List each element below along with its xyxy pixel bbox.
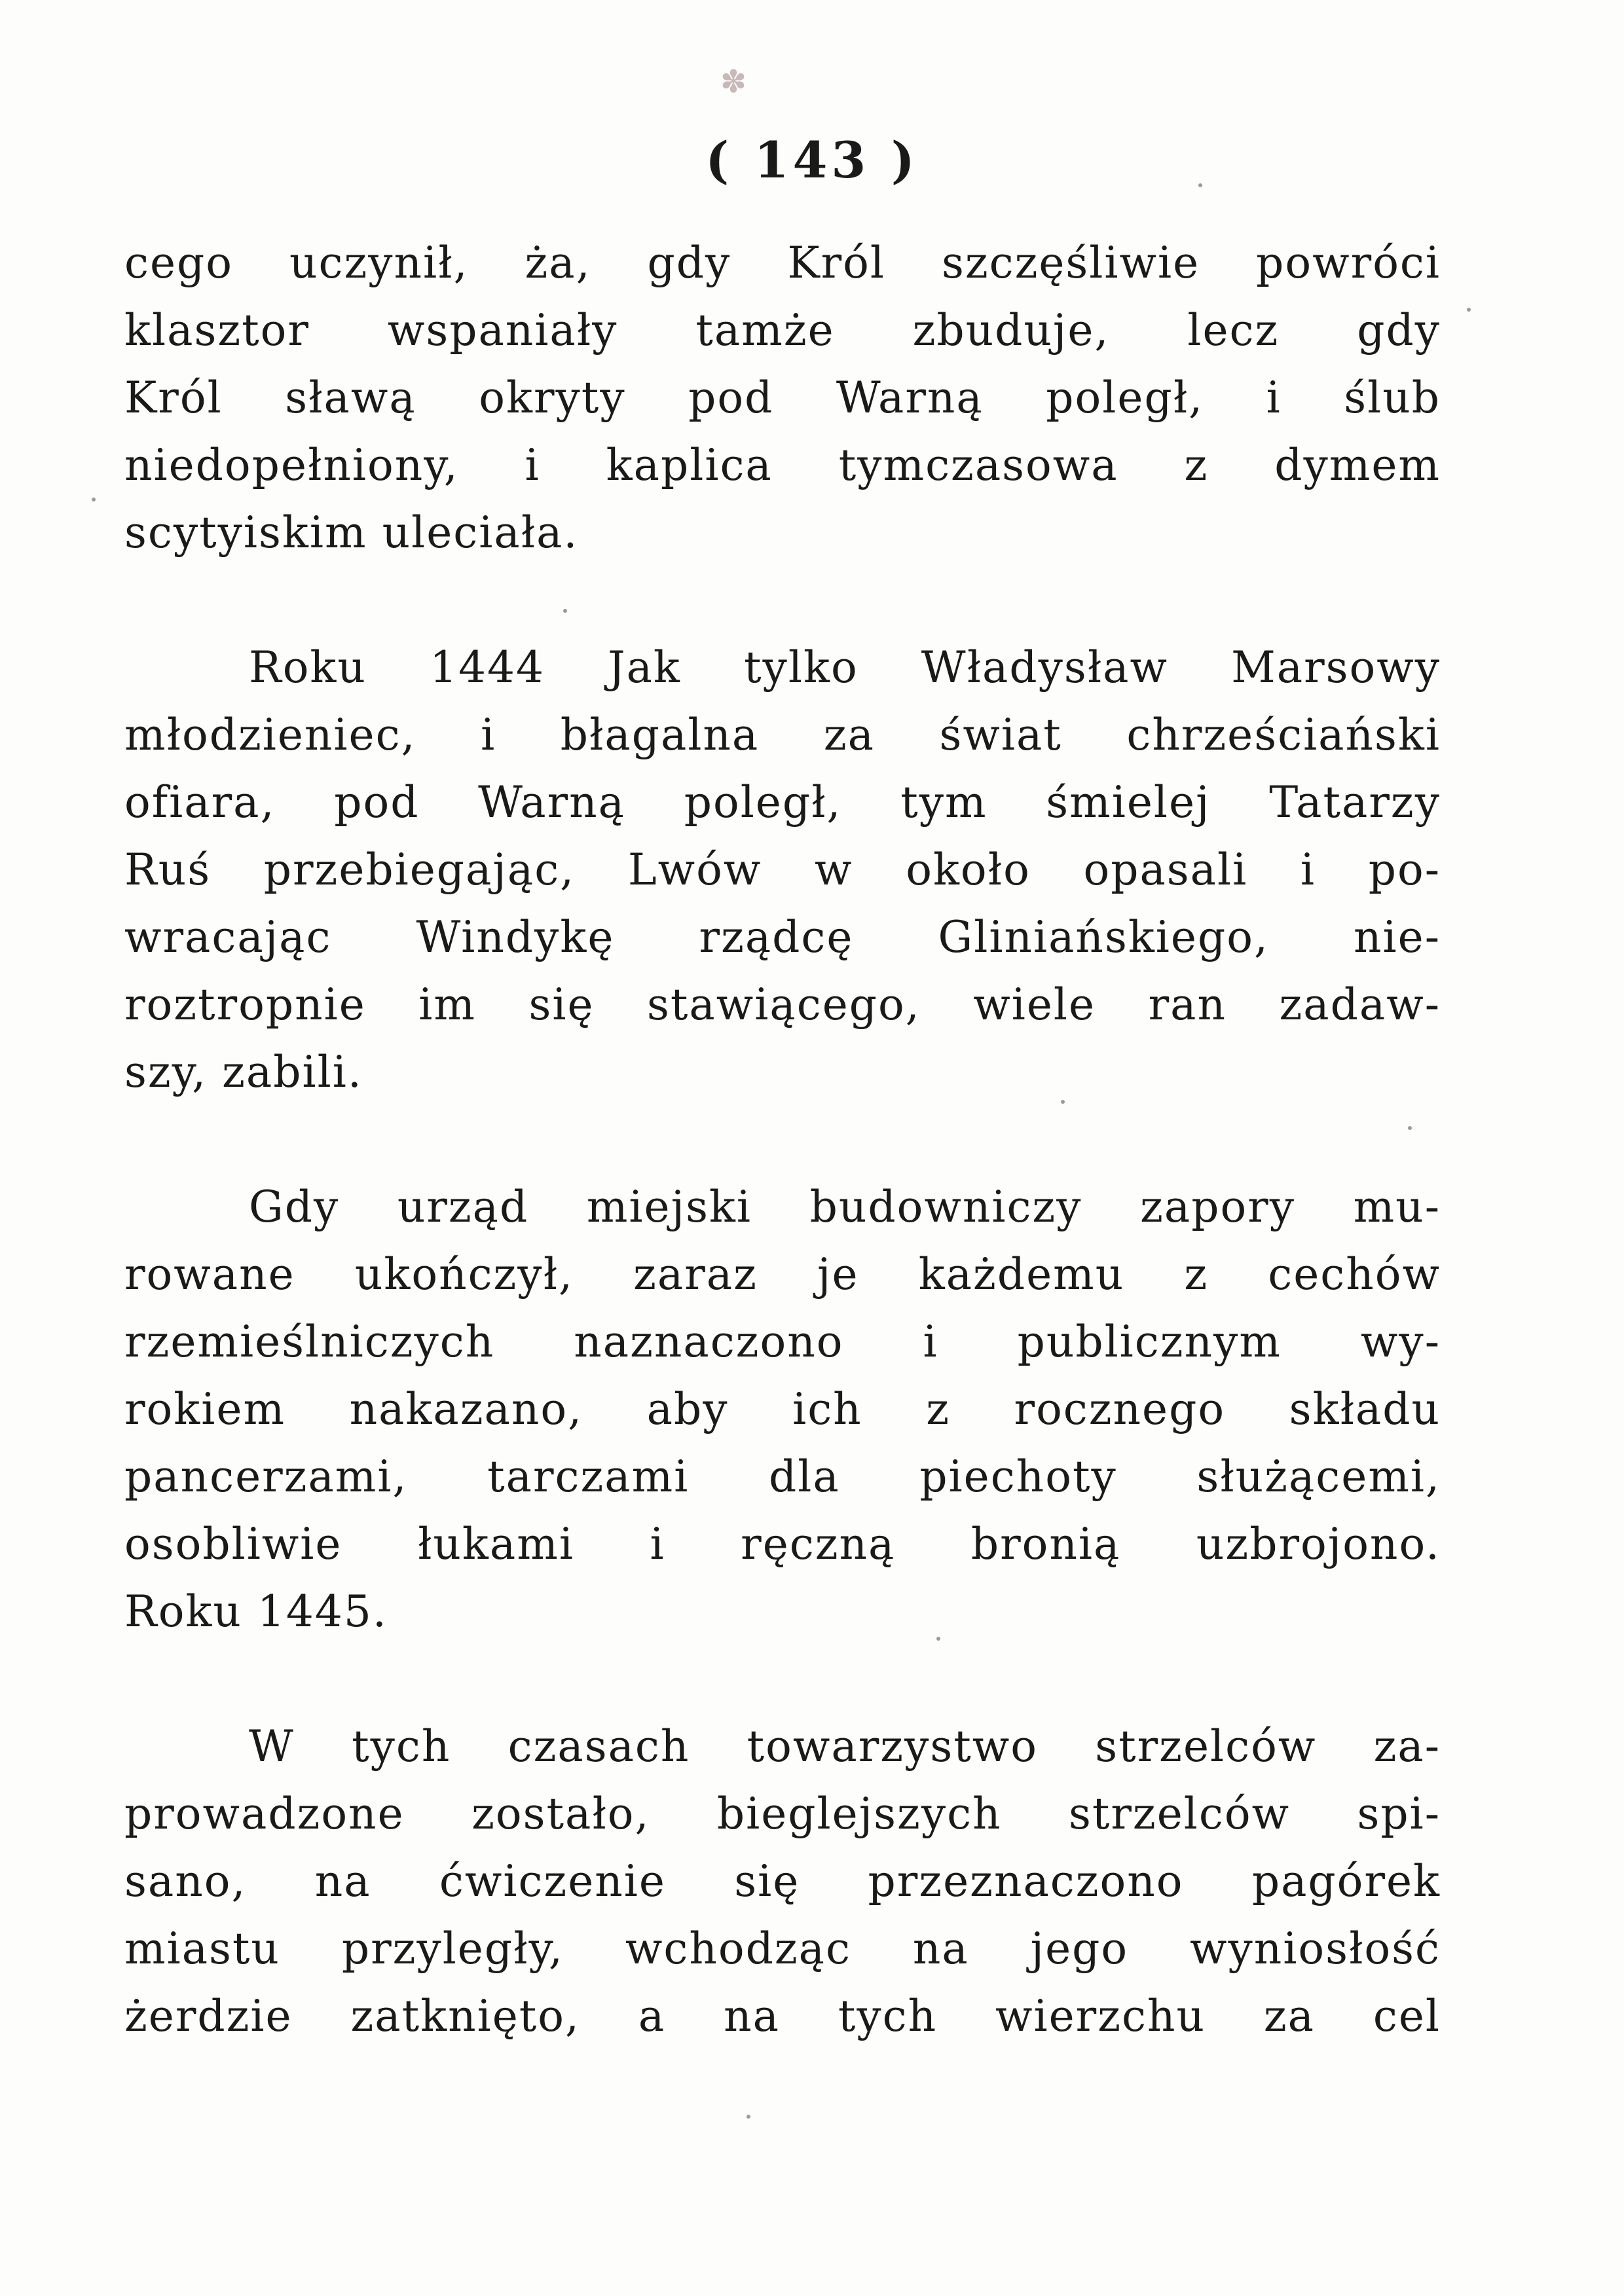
paragraph-4 — [124, 1713, 1441, 2050]
text-line: wracając Windykę rządcę Gliniańskiego, nie- — [124, 912, 1441, 962]
text-line: W tych czasach towarzystwo strzelców za- — [249, 1721, 1441, 1772]
ornament-icon: ✽ — [720, 64, 747, 100]
text-line: pancerzami, tarczami dla piechoty służącemi, — [124, 1451, 1441, 1502]
text-line: miastu przyległy, wchodząc na jego wyniosłość — [124, 1923, 1441, 1974]
print-speck — [1408, 1126, 1412, 1130]
text-body — [124, 229, 1441, 2050]
print-speck — [92, 498, 96, 501]
paragraph-gap — [124, 1645, 1441, 1713]
text-line: Król sławą okryty pod Warną poległ, i ślub — [124, 373, 1441, 423]
paragraph-2 — [124, 634, 1441, 1106]
text-line: rzemieślniczych naznaczono i publicznym wy- — [124, 1317, 1441, 1367]
text-line: roztropnie im się stawiącego, wiele ran zadaw- — [124, 979, 1441, 1030]
text-line: rowane ukończył, zaraz je każdemu z cechów — [124, 1249, 1441, 1300]
text-line: prowadzone zostało, bieglejszych strzelców spi- — [124, 1789, 1441, 1839]
text-line: żerdzie zatknięto, a na tych wierzchu za cel — [124, 1991, 1441, 2041]
text-line: Roku 1444 Jak tylko Władysław Marsowy — [249, 642, 1441, 693]
print-speck — [747, 2115, 750, 2119]
text-line: rokiem nakazano, aby ich z rocznego składu — [124, 1384, 1441, 1434]
text-line: Roku 1445. — [124, 1586, 388, 1637]
text-line: scytyiskim uleciała. — [124, 507, 579, 558]
paragraph-gap — [124, 1106, 1441, 1173]
page-number: ( 143 ) — [705, 131, 919, 189]
text-line: Gdy urząd miejski budowniczy zapory mu- — [249, 1182, 1441, 1232]
text-line: osobliwie łukami i ręczną bronią uzbrojono. — [124, 1519, 1441, 1569]
text-line: cego uczynił, ża, gdy Król szczęśliwie powróci — [124, 238, 1441, 288]
text-line: młodzieniec, i błagalna za świat chrześciański — [124, 710, 1441, 760]
text-line: sano, na ćwiczenie się przeznaczono pagórek — [124, 1856, 1441, 1906]
print-speck — [1198, 183, 1202, 187]
paragraph-gap — [124, 566, 1441, 634]
text-line: szy, zabili. — [124, 1047, 363, 1097]
paragraph-1 — [124, 229, 1441, 566]
text-line: niedopełniony, i kaplica tymczasowa z dymem — [124, 440, 1441, 490]
print-speck — [1061, 1100, 1065, 1104]
text-line: klasztor wspaniały tamże zbuduje, lecz gdy — [124, 305, 1441, 355]
print-speck — [563, 609, 567, 613]
paragraph-3 — [124, 1173, 1441, 1645]
text-line: Ruś przebiegając, Lwów w około opasali i po- — [124, 845, 1441, 895]
print-speck — [1467, 308, 1471, 312]
print-speck — [936, 1637, 940, 1641]
text-line: ofiara, pod Warną poległ, tym śmielej Tatarzy — [124, 777, 1441, 828]
